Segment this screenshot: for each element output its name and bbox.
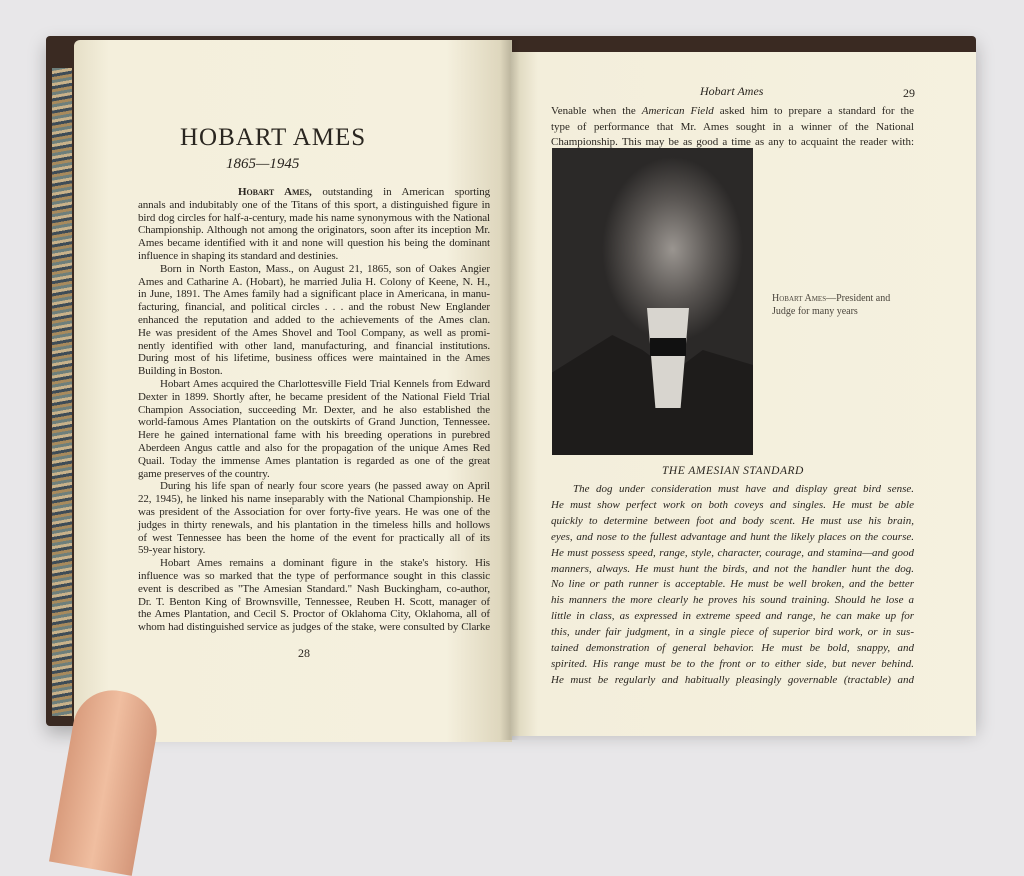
line-text: Aberdeen Angus cattle and also for the propagation of the unique Ames Red — [138, 441, 490, 454]
text-line — [138, 570, 490, 583]
text-line — [138, 276, 490, 289]
text-line — [138, 596, 490, 609]
text-line: He must possess speed, range, style, character, courage, and stamina—and good — [551, 546, 914, 559]
line-text: 22, 1945), he linked his name inseparably with the National Championship. He — [138, 493, 490, 506]
line-text: Quail. Today the immense Ames plantation is regarded as one of the great — [138, 454, 490, 467]
line-text: type of performance that Mr. Ames sought in a winner of the National — [551, 120, 914, 133]
caption-text: —President and Judge for many years — [772, 293, 891, 317]
text-line — [138, 340, 490, 353]
portrait-bowtie — [650, 338, 686, 356]
text-line — [138, 250, 490, 263]
text-line — [138, 237, 490, 250]
line-text: was president of the Association for over forty-five years. He was one of the — [138, 505, 490, 518]
line-text: whom had distinguished service as judges of the stake, were consulted by Clarke — [138, 621, 490, 634]
caption-name: Hobart Ames — [772, 293, 827, 304]
text-line — [138, 365, 490, 378]
text-line: little in class, as expressed in extreme speed and range, he can make up for — [551, 610, 914, 623]
line-text: asked him to prepare a standard for the — [713, 105, 914, 117]
text-line — [138, 224, 490, 237]
line-text: the Ames Plantation, and Cecil S. Proctor of Oklahoma City, Oklahoma, all of — [138, 608, 490, 621]
text-line — [138, 199, 490, 212]
line-text: world-famous Ames Plantation on the outskirts of Grand Junction, Tennessee. — [138, 416, 490, 429]
chapter-dates: 1865—1945 — [226, 156, 300, 172]
line-text: in June, 1891. The Ames family had a significant place in Americana, in manu- — [138, 288, 490, 301]
line-text: Ames and Catharine A. (Hobart), he married Julia H. Colony of Keene, N. H., — [138, 275, 490, 288]
text-line — [138, 391, 490, 404]
line-text: facturing, financial, and political circles . . . and the robust New Englander — [138, 301, 490, 314]
text-line — [138, 327, 490, 340]
marbled-page-edge — [52, 68, 72, 716]
text-line: manners, always. He must hunt the birds, and not the handler hunt the dog. — [551, 562, 914, 575]
portrait-photo — [552, 148, 753, 455]
text-line — [551, 104, 914, 120]
line-text: game preserves of the country. — [138, 467, 270, 480]
line-text: Building in Boston. — [138, 365, 223, 378]
chapter-title: HOBART AMES — [180, 124, 367, 151]
page-number-right: 29 — [903, 86, 915, 100]
page-number-left: 28 — [298, 646, 310, 660]
text-line — [138, 608, 490, 621]
line-text: Ames became identified with it and none will question his being the dominant — [138, 237, 490, 250]
line-text: Dexter in 1899. Shortly after, he became president of the National Field Trial — [138, 390, 490, 403]
text-line: He must show perfect work on both coveys and singles. He must be able — [551, 498, 914, 511]
text-line — [138, 455, 490, 468]
text-line: tained demonstration of general behavior. He must be bold, snappy, and — [551, 642, 914, 655]
photo-caption — [772, 292, 914, 318]
text-line: eyes, and nose to the fullest advantage and hunt the likely places on the course. — [551, 530, 914, 543]
line-text: Dr. T. Benton King of Brownsville, Tennessee, Reuben H. Scott, manager of — [138, 595, 490, 608]
text-line — [138, 468, 490, 481]
line-text: Venable when the — [551, 105, 642, 117]
text-line — [138, 288, 490, 301]
line-text: During most of his lifetime, business offices were maintained in the Ames — [138, 352, 490, 365]
text-line — [138, 263, 490, 276]
text-line: spirited. His range must be to the front or to either side, but never behind. — [551, 657, 914, 670]
text-line: this, under fair judgment, in a single piece of superior bird work, or in sus- — [551, 626, 914, 639]
line-text: bird dog circles for half-a-century, made his name synonymous with the National — [138, 211, 490, 224]
text-line: He must be regularly and habitually pleasingly governable (tractable) and — [551, 673, 914, 686]
line-text: annals and indubitably one of the Titans of this sport, a distinguished figure in — [138, 198, 490, 211]
text-line — [551, 120, 914, 136]
text-line — [138, 519, 490, 532]
book-gutter — [500, 40, 520, 740]
line-text: Championship. This may be as good a time as any to acquaint the reader with: — [551, 136, 914, 149]
line-text: influence in shaping its standard and destinies. — [138, 249, 339, 262]
line-text: judges in thirty renewals, and his plantation in the timeless hills and hollows — [138, 518, 490, 531]
text-line: No line or path runner is acceptable. He must be well broken, and the better — [551, 578, 914, 591]
text-line — [138, 583, 490, 596]
line-text: event is described as "The Amesian Standard." Nash Buckingham, co-author, — [138, 582, 490, 595]
line-text: Hobart Ames acquired the Charlottesville Field Trial Kennels from Edward — [160, 377, 490, 390]
line-text: Championship. Although not among the originators, soon after its inception Mr. — [138, 224, 490, 237]
line-text: Hobart Ames remains a dominant figure in the stake's history. His — [160, 557, 490, 570]
text-line — [138, 378, 490, 391]
text-line — [138, 314, 490, 327]
text-line — [138, 212, 490, 225]
text-line — [138, 621, 490, 634]
text-line — [138, 544, 490, 557]
text-line — [138, 557, 490, 570]
line-text: He was president of the Ames Shovel and Tool Company, as well as promi- — [138, 326, 490, 339]
italic-title: American Field — [641, 105, 714, 117]
text-line — [138, 404, 490, 417]
text-line — [138, 301, 490, 314]
text-line — [138, 429, 490, 442]
text-line — [138, 532, 490, 545]
line-text: outstanding in American sporting — [322, 186, 490, 198]
line-text: of west Tennessee has been the home of the event for practically all of its — [138, 531, 490, 544]
text-line: The dog under consideration must have and display great bird sense. — [573, 483, 914, 495]
line-text: Here he gained international fame with his breeding operations in purebred — [138, 429, 490, 442]
line-text: nently identified with other land, manufacturing, and financial institutions. — [138, 339, 490, 352]
text-line — [138, 416, 490, 429]
section-heading: THE AMESIAN STANDARD — [662, 465, 804, 477]
lead-in: Hobart Ames, — [238, 186, 312, 198]
text-line — [138, 506, 490, 519]
text-line — [138, 442, 490, 455]
text-line: quickly to determine between foot and body scent. He must use his brain, — [551, 514, 914, 527]
text-line — [138, 480, 490, 493]
line-text: Champion Association, succeeding Mr. Dexter, and he also established the — [138, 403, 490, 416]
text-line — [138, 186, 490, 199]
right-page-intro — [551, 104, 914, 151]
left-page-body — [138, 186, 490, 634]
text-line: his manners the more clearly he proves his sound training. Should he lose a — [551, 594, 914, 607]
line-text: Born in North Easton, Mass., on August 21, 1865, son of Oakes Angier — [160, 262, 490, 275]
line-text: During his life span of nearly four score years (he passed away on April — [160, 480, 490, 493]
text-line — [138, 493, 490, 506]
running-head: Hobart Ames — [700, 84, 764, 98]
amesian-standard-text — [551, 482, 914, 689]
text-line — [138, 352, 490, 365]
line-text: influence was so marked that the type of performance sought in this classic — [138, 569, 490, 582]
line-text: enhanced the reputation and added to the achievements of the Ames clan. — [138, 313, 490, 326]
line-text: 59-year history. — [138, 544, 206, 557]
